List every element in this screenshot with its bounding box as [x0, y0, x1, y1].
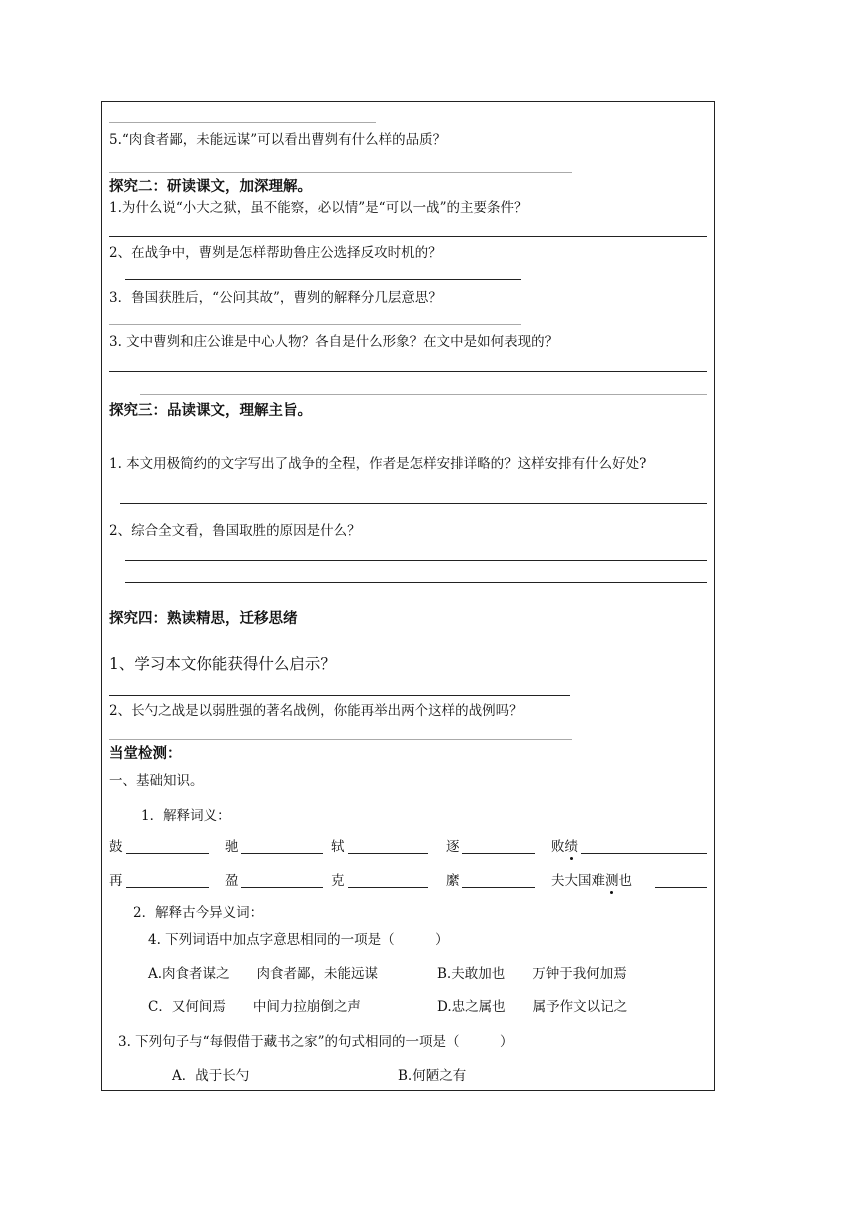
- question-text: 1、学习本文你能获得什么启示？: [109, 655, 336, 673]
- vocab-word: 盈: [225, 873, 239, 889]
- question-text: 5.“肉食者鄙，未能远谋”可以看出曹刿有什么样的品质？: [109, 132, 447, 148]
- answer-line[interactable]: [109, 695, 570, 696]
- dotted-char: 测: [605, 873, 619, 889]
- answer-line[interactable]: [109, 739, 572, 740]
- question-text: 3. 下列句子与“每假借于藏书之家”的句式相同的一项是（ ）: [118, 1034, 514, 1050]
- vocab-word: 逐: [446, 839, 460, 855]
- dotted-char: 绩: [564, 839, 578, 855]
- vocab-word-part: 败: [551, 839, 565, 855]
- question-text: 2、长勺之战是以弱胜强的著名战例，你能再举出两个这样的战例吗？: [109, 703, 523, 719]
- answer-line[interactable]: [125, 560, 707, 561]
- question-text: 3．鲁国获胜后，“公问其故”，曹刿的解释分几层意思？: [109, 290, 442, 306]
- vocab-word: 轼: [331, 839, 345, 855]
- answer-line[interactable]: [109, 172, 572, 173]
- blank-line[interactable]: [348, 853, 428, 854]
- answer-line[interactable]: [140, 394, 707, 395]
- vocab-word: [551, 872, 632, 890]
- question-text: 2、在战争中，曹刿是怎样帮助鲁庄公选择反攻时机的？: [109, 245, 442, 261]
- section-heading: 探究四：熟读精思，迁移思绪: [109, 610, 298, 627]
- option-b[interactable]: B.夫敢加也 万钟于我何加焉: [437, 966, 627, 982]
- answer-line[interactable]: [120, 503, 707, 504]
- blank-line[interactable]: [241, 887, 323, 888]
- question-text: 3. 文中曹刿和庄公谁是中心人物？各自是什么形象？在文中是如何表现的？: [109, 334, 559, 350]
- section-heading: 探究二：研读课文，加深理解。: [109, 178, 312, 195]
- section-heading: 当堂检测：: [109, 745, 182, 762]
- answer-line[interactable]: [109, 324, 521, 325]
- option-d[interactable]: D.忠之属也 属予作文以记之: [437, 999, 628, 1015]
- blank-line[interactable]: [241, 853, 323, 854]
- option-b[interactable]: B.何陋之有: [398, 1068, 467, 1084]
- blank-line[interactable]: [655, 887, 707, 888]
- section-heading: 探究三：品读课文，理解主旨。: [109, 402, 312, 419]
- option-a[interactable]: A．战于长勺: [172, 1068, 250, 1084]
- vocab-word-part: 夫大国难: [551, 873, 605, 889]
- blank-line[interactable]: [581, 853, 707, 854]
- vocab-word: 驰: [225, 839, 239, 855]
- answer-line[interactable]: [125, 582, 707, 583]
- blank-line[interactable]: [126, 887, 209, 888]
- sub-question: 1．解释词义：: [141, 808, 231, 824]
- vocab-word: [551, 838, 578, 856]
- question-text: 2、综合全文看，鲁国取胜的原因是什么？: [109, 523, 361, 539]
- part-title: 一、基础知识。: [109, 773, 204, 789]
- blank-line[interactable]: [462, 887, 535, 888]
- vocab-word-part: 也: [618, 873, 632, 889]
- vocab-word: 鼓: [109, 839, 123, 855]
- answer-line: [109, 122, 376, 123]
- vocab-word: 克: [331, 873, 345, 889]
- question-text: 1. 本文用极简约的文字写出了战争的全程，作者是怎样安排详略的？这样安排有什么好处?: [109, 456, 647, 472]
- question-text: 1.为什么说“小大之狱，虽不能察，必以情”是“可以一战”的主要条件？: [109, 200, 528, 216]
- option-c[interactable]: C．又何间焉 中间力拉崩倒之声: [148, 999, 361, 1015]
- sub-question: 2．解释古今异义词：: [133, 905, 264, 921]
- blank-line[interactable]: [462, 853, 535, 854]
- vocab-word: 再: [109, 873, 123, 889]
- vocab-word: 縻: [446, 873, 460, 889]
- option-a[interactable]: A.肉食者谋之 肉食者鄙，未能远谋: [148, 966, 379, 982]
- blank-line[interactable]: [348, 887, 428, 888]
- answer-line[interactable]: [125, 279, 521, 280]
- answer-line[interactable]: [109, 236, 707, 237]
- question-text: 4. 下列词语中加点字意思相同的一项是（ ）: [148, 932, 449, 948]
- blank-line[interactable]: [126, 853, 209, 854]
- answer-line[interactable]: [109, 371, 707, 372]
